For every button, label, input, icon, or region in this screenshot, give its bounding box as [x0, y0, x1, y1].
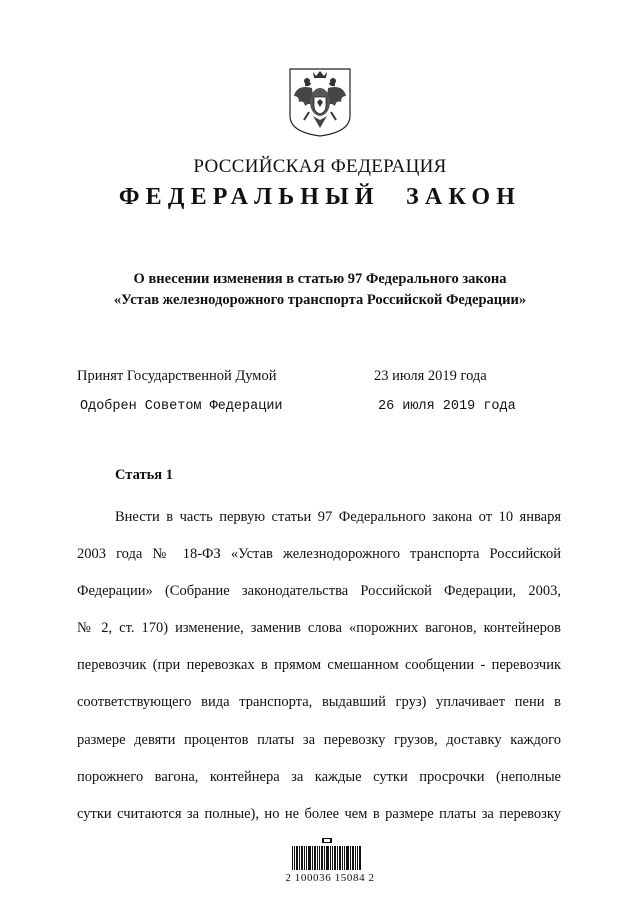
article-line: сутки считаются за полные), но не более чем в размере платы за перевозку: [77, 805, 561, 822]
adopted-date: 23 июля 2019 года: [374, 368, 487, 384]
article-line: перевозчик (при перевозках в прямом смешанном сообщении - перевозчик: [77, 657, 561, 674]
article-line: соответствующего вида транспорта, выдавший груз) уплачивает пени в: [77, 694, 561, 711]
article-line: № 2, ст. 170) изменение, заменив слова «порожних вагонов, контейнеров: [77, 620, 561, 637]
law-title-line-2: «Устав железнодорожного транспорта Российской Федерации»: [113, 292, 527, 308]
article-line: Федерации» (Собрание законодательства Российской Федерации, 2003,: [77, 583, 561, 600]
coat-of-arms-icon: [287, 66, 353, 138]
article-line: 2003 года № 18-ФЗ «Устав железнодорожного транспорта Российской: [77, 546, 561, 563]
article-body: [77, 499, 561, 833]
document-type: ФЕДЕРАЛЬНЫЙ ЗАКОН: [118, 184, 522, 210]
article-line: размере девяти процентов платы за перевозку грузов, доставку каждого: [77, 731, 561, 748]
approved-label: Одобрен Советом Федерации: [80, 399, 283, 414]
article-heading: Статья 1: [115, 467, 173, 483]
adopted-label: Принят Государственной Думой: [77, 368, 277, 384]
law-title-line-1: О внесении изменения в статью 97 Федерального закона: [133, 271, 507, 287]
barcode-number: 2 100036 15084 2: [285, 872, 375, 884]
country-name: РОССИЙСКАЯ ФЕДЕРАЦИЯ: [193, 156, 447, 177]
law-title: [0, 269, 640, 311]
approved-date: 26 июля 2019 года: [378, 399, 516, 414]
article-line: порожнего вагона, контейнера за каждые сутки просрочки (неполные: [77, 768, 561, 785]
article-line: Внести в часть первую статьи 97 Федерального закона от 10 января: [115, 509, 561, 525]
